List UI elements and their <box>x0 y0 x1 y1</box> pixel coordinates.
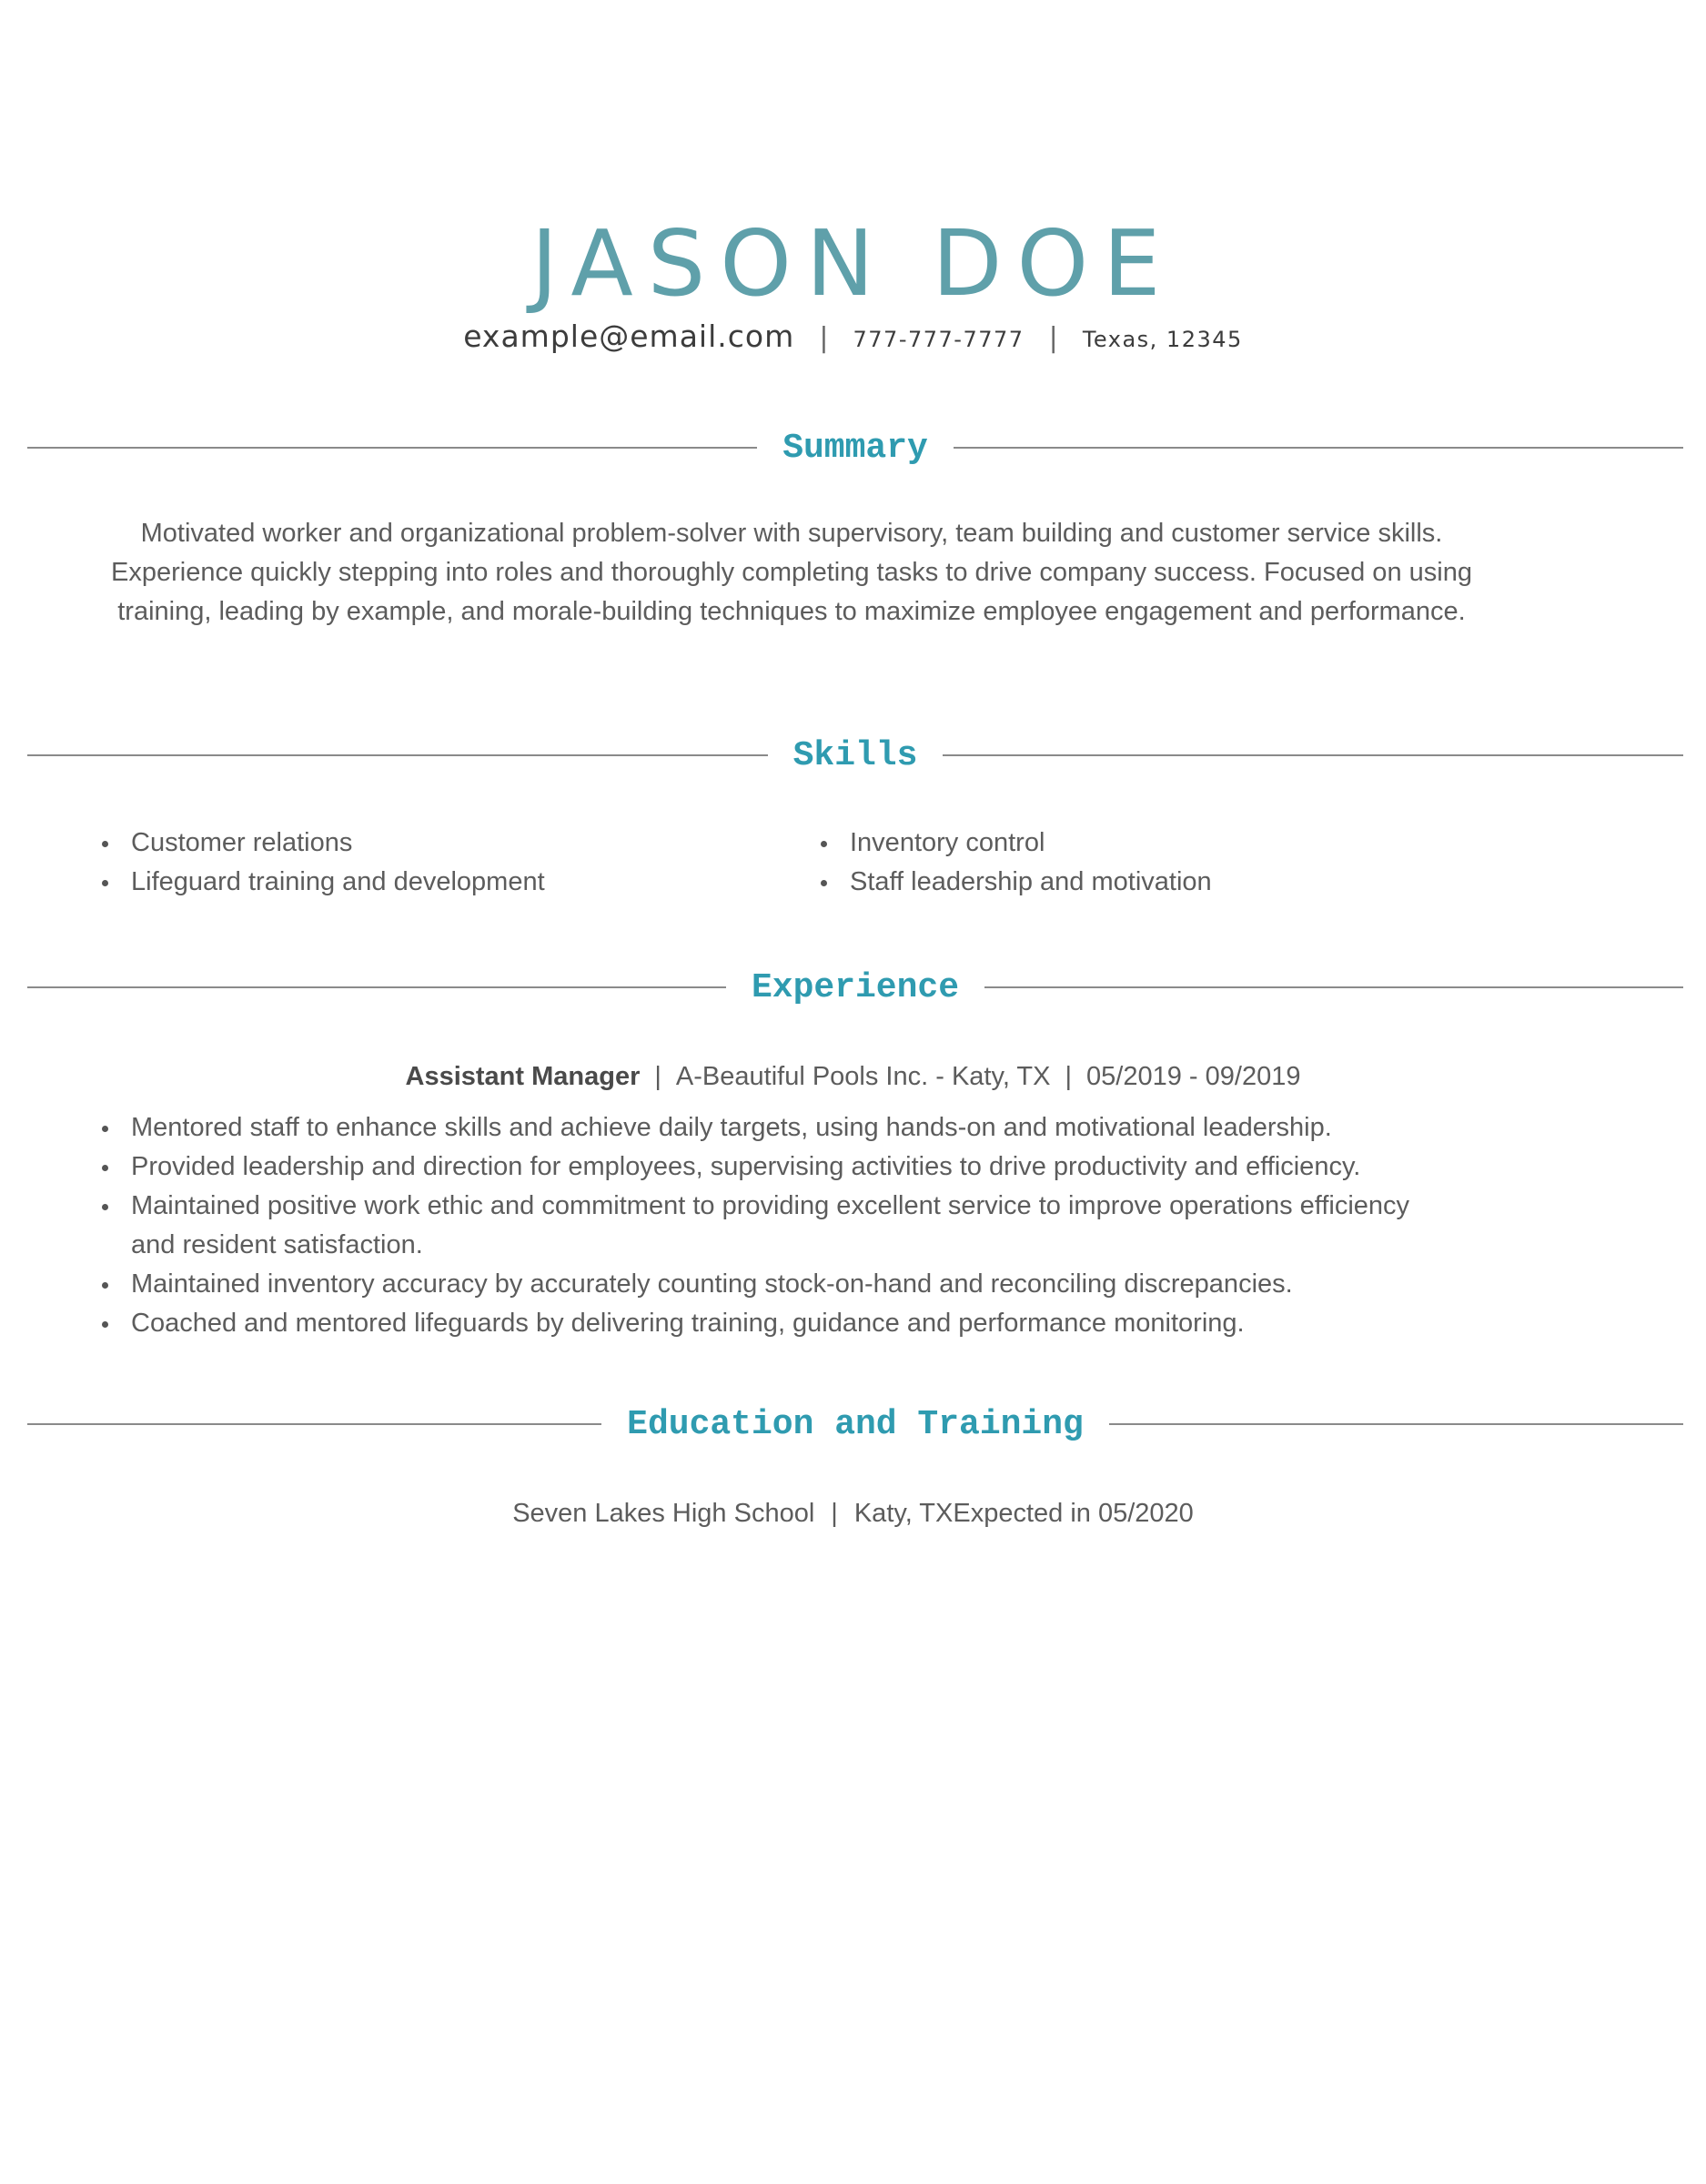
contact-separator: | <box>819 322 829 354</box>
skills-column-right <box>819 824 1212 902</box>
section-rule-right <box>1109 1423 1683 1425</box>
skill-item: Customer relations <box>100 824 545 863</box>
education-entry <box>0 1494 1706 1533</box>
section-rule-left <box>27 1423 601 1425</box>
education-school: Seven Lakes High School <box>512 1499 815 1528</box>
resume-name: JASON DOE <box>530 210 1176 317</box>
skills-title: Skills <box>792 735 918 775</box>
education-title: Education and Training <box>627 1404 1084 1444</box>
section-rule-right <box>954 447 1683 449</box>
contact-separator: | <box>1048 322 1058 354</box>
skill-item: Inventory control <box>819 824 1212 863</box>
contact-email: example@email.com <box>463 318 795 354</box>
experience-bullet: Mentored staff to enhance skills and achieve daily targets, using hands-on and motivational leadership. <box>100 1108 1556 1148</box>
experience-bullet: Coached and mentored lifeguards by delivering training, guidance and performance monitoring. <box>100 1304 1556 1343</box>
experience-bullet: Maintained inventory accuracy by accurately counting stock-on-hand and reconciling discrepancies. <box>100 1265 1556 1304</box>
job-company: A-Beautiful Pools Inc. - Katy, TX <box>675 1062 1051 1091</box>
job-role: Assistant Manager <box>405 1062 641 1091</box>
skills-column-left <box>100 824 545 902</box>
contact-address: Texas, 12345 <box>1082 327 1243 352</box>
job-dates: 05/2019 - 09/2019 <box>1086 1062 1301 1091</box>
contact-line <box>0 318 1706 360</box>
skill-item: Lifeguard training and development <box>100 863 545 902</box>
experience-bullets <box>100 1108 1556 1343</box>
section-rule-left <box>27 447 757 449</box>
education-separator: | <box>831 1499 838 1528</box>
section-rule-right <box>984 986 1683 988</box>
job-header <box>0 1057 1706 1097</box>
experience-bullet: Maintained positive work ethic and commitment to providing excellent service to improve operations efficiency and resident satisfaction. <box>100 1187 1556 1265</box>
section-rule-left <box>27 754 768 756</box>
summary-text: Motivated worker and organizational problem-solver with supervisory, team building and customer service skills. Experience quickly stepping into roles and thoroughly completing tasks to drive company success. Focused on using training, leading by example, and morale-building techniques to maximize employee engagement and performance. <box>111 519 1472 626</box>
education-detail: Katy, TXExpected in 05/2020 <box>853 1499 1194 1528</box>
summary-title: Summary <box>782 428 928 468</box>
experience-title: Experience <box>751 967 960 1007</box>
summary-section-header <box>27 420 1683 475</box>
education-section-header <box>27 1397 1683 1451</box>
section-rule-left <box>27 986 726 988</box>
skills-section-header <box>27 728 1683 783</box>
contact-phone: 777-777-7777 <box>853 327 1025 352</box>
experience-bullet: Provided leadership and direction for employees, supervising activities to drive productivity and efficiency. <box>100 1148 1556 1187</box>
job-separator: | <box>1065 1062 1073 1091</box>
experience-section-header <box>27 960 1683 1015</box>
job-separator: | <box>654 1062 661 1091</box>
section-rule-right <box>943 754 1683 756</box>
skill-item: Staff leadership and motivation <box>819 863 1212 902</box>
